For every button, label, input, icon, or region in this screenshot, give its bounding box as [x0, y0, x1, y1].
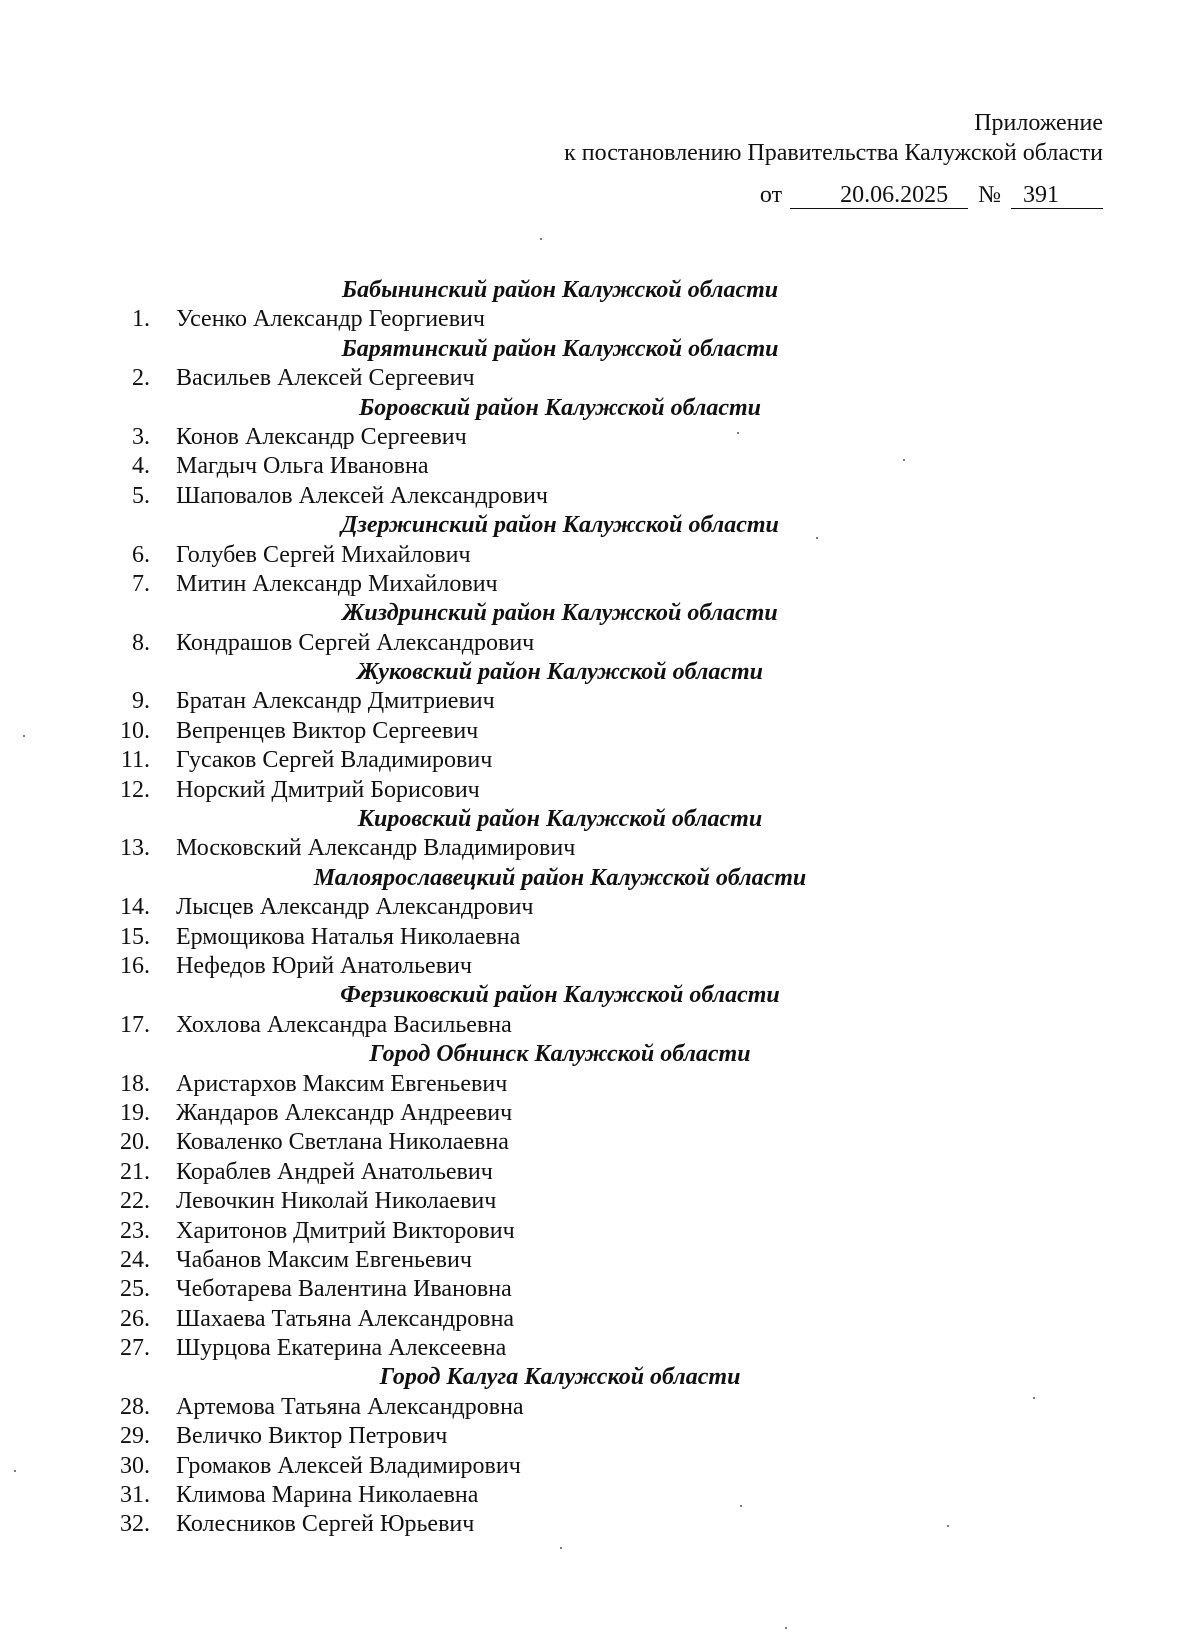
list-item	[0, 923, 1200, 952]
list-item	[0, 423, 1200, 452]
item-number: 27.	[120, 1335, 150, 1362]
person-name: Жандаров Александр Андреевич	[176, 1099, 513, 1126]
person-name: Величко Виктор Петрович	[176, 1423, 448, 1450]
list-item	[0, 1510, 1200, 1539]
person-name: Хохлова Александра Васильевна	[176, 1011, 512, 1038]
list-item	[0, 1070, 1200, 1099]
item-number: 5.	[132, 482, 150, 509]
item-number: 30.	[120, 1452, 150, 1479]
district-heading: Дзержинский район Калужской области	[341, 512, 779, 539]
person-name: Чеботарева Валентина Ивановна	[176, 1276, 512, 1303]
item-number: 32.	[120, 1511, 150, 1538]
list-item	[0, 952, 1200, 981]
list-item	[0, 1158, 1200, 1187]
person-name: Шаповалов Алексей Александрович	[176, 482, 548, 509]
person-name: Коваленко Светлана Николаевна	[176, 1129, 509, 1156]
list-item	[0, 1128, 1200, 1157]
list-item	[0, 570, 1200, 599]
item-number: 6.	[132, 541, 150, 568]
scan-speck	[947, 1525, 949, 1527]
person-name: Харитонов Дмитрий Викторович	[176, 1217, 515, 1244]
item-number: 13.	[120, 835, 150, 862]
person-name: Артемова Татьяна Александровна	[176, 1393, 524, 1420]
district-heading: Ферзиковский район Калужской области	[340, 982, 780, 1009]
district-heading: Бабынинский район Калужской области	[341, 277, 779, 303]
person-name: Кондрашов Сергей Александрович	[176, 629, 535, 656]
appendix-header	[564, 108, 1103, 210]
item-number: 24.	[120, 1246, 150, 1273]
list-item	[0, 746, 1200, 775]
list-item	[0, 452, 1200, 481]
decree-reference	[564, 180, 1103, 210]
item-number: 12.	[120, 776, 150, 803]
district-heading: Жуковский район Калужской области	[356, 659, 763, 686]
scan-speck	[737, 432, 739, 434]
list-item	[0, 305, 1200, 334]
person-name: Норский Дмитрий Борисович	[176, 776, 480, 803]
scan-speck	[23, 735, 25, 737]
list-item	[0, 629, 1200, 658]
item-number: 8.	[132, 629, 150, 656]
scan-speck	[1033, 1397, 1035, 1399]
item-number: 15.	[120, 923, 150, 950]
item-number: 16.	[120, 952, 150, 979]
item-number: 3.	[132, 423, 150, 450]
person-name: Конов Александр Сергеевич	[176, 423, 467, 450]
list-item	[0, 1452, 1200, 1481]
person-name: Нефедов Юрий Анатольевич	[176, 952, 472, 979]
item-number: 14.	[120, 894, 150, 921]
person-name: Московский Александр Владимирович	[176, 835, 576, 862]
item-number: 11.	[120, 747, 150, 774]
list-item	[0, 482, 1200, 511]
person-name: Лысцев Александр Александрович	[176, 894, 534, 921]
person-name: Вепренцев Виктор Сергеевич	[176, 717, 479, 744]
list-item	[0, 541, 1200, 570]
item-number: 28.	[120, 1393, 150, 1420]
scan-speck	[785, 1627, 787, 1629]
person-name: Шурцова Екатерина Алексеевна	[176, 1335, 507, 1362]
district-heading: Кировский район Калужской области	[357, 806, 763, 833]
person-name: Колесников Сергей Юрьевич	[176, 1511, 475, 1538]
item-number: 20.	[120, 1129, 150, 1156]
list-item	[0, 1422, 1200, 1451]
person-name: Магдыч Ольга Ивановна	[176, 453, 429, 480]
item-number: 17.	[120, 1011, 150, 1038]
list-item	[0, 834, 1200, 863]
scan-speck	[816, 537, 818, 539]
person-name: Климова Марина Николаевна	[176, 1482, 479, 1509]
district-heading: Боровский район Калужской области	[358, 394, 762, 421]
list-item	[0, 893, 1200, 922]
district-list	[0, 276, 1200, 1540]
list-item	[0, 717, 1200, 746]
person-name: Шахаева Татьяна Александровна	[176, 1305, 515, 1332]
item-number: 26.	[120, 1305, 150, 1332]
district-heading: Малоярославецкий район Калужской области	[313, 864, 807, 891]
person-name: Левочкин Николай Николаевич	[176, 1188, 497, 1215]
list-item	[0, 1187, 1200, 1216]
person-name: Митин Александр Михайлович	[176, 570, 498, 597]
person-name: Громаков Алексей Владимирович	[176, 1452, 521, 1479]
decree-date: 20.06.2025	[790, 182, 968, 209]
list-item	[0, 1275, 1200, 1304]
district-heading: Город Обнинск Калужской области	[369, 1041, 751, 1068]
number-label: №	[978, 182, 1001, 208]
person-name: Голубев Сергей Михайлович	[176, 541, 471, 568]
item-number: 4.	[132, 453, 150, 480]
person-name: Васильев Алексей Сергеевич	[176, 365, 475, 392]
from-label: от	[759, 182, 783, 208]
item-number: 18.	[120, 1070, 150, 1097]
list-item	[0, 776, 1200, 805]
decree-number: 391	[1011, 182, 1103, 209]
scan-speck	[540, 238, 542, 240]
person-name: Ермощикова Наталья Николаевна	[176, 923, 521, 950]
scan-speck	[903, 459, 905, 461]
district-heading: Жиздринский район Калужской области	[342, 600, 778, 627]
list-item	[0, 1481, 1200, 1510]
item-number: 22.	[120, 1188, 150, 1215]
scan-speck	[740, 1505, 742, 1507]
person-name: Братан Александр Дмитриевич	[176, 688, 495, 715]
person-name: Усенко Александр Георгиевич	[176, 306, 485, 333]
item-number: 31.	[120, 1482, 150, 1509]
person-name: Кораблев Андрей Анатольевич	[176, 1158, 493, 1185]
item-number: 10.	[120, 717, 150, 744]
item-number: 9.	[132, 688, 150, 715]
list-item	[0, 687, 1200, 716]
item-number: 21.	[120, 1158, 150, 1185]
appendix-title: Приложение	[974, 110, 1103, 136]
person-name: Чабанов Максим Евгеньевич	[176, 1246, 472, 1273]
item-number: 1.	[132, 306, 150, 333]
person-name: Аристархов Максим Евгеньевич	[176, 1070, 508, 1097]
list-item	[0, 1334, 1200, 1363]
person-name: Гусаков Сергей Владимирович	[176, 747, 493, 774]
scan-speck	[560, 1547, 562, 1549]
list-item	[0, 1099, 1200, 1128]
item-number: 7.	[132, 570, 150, 597]
item-number: 25.	[120, 1276, 150, 1303]
list-item	[0, 1246, 1200, 1275]
scan-speck	[14, 1470, 16, 1472]
list-item	[0, 1305, 1200, 1334]
list-item	[0, 1393, 1200, 1422]
item-number: 29.	[120, 1423, 150, 1450]
item-number: 19.	[120, 1099, 150, 1126]
appendix-subtitle: к постановлению Правительства Калужской области	[564, 140, 1103, 166]
list-item	[0, 364, 1200, 393]
item-number: 23.	[120, 1217, 150, 1244]
district-heading: Барятинский район Калужской области	[341, 335, 779, 362]
district-heading: Город Калуга Калужской области	[379, 1364, 741, 1391]
list-item	[0, 1217, 1200, 1246]
list-item	[0, 1011, 1200, 1040]
item-number: 2.	[132, 365, 150, 392]
